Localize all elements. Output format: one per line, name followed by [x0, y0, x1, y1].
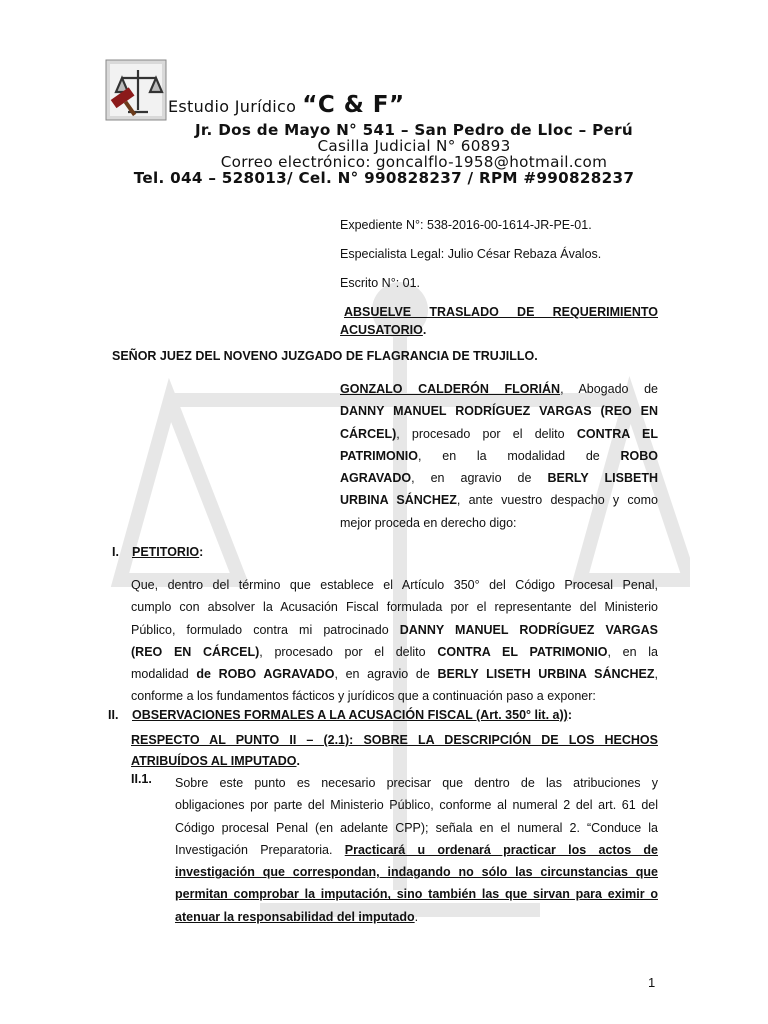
paragraph-line: investigación que correspondan, indagando no sólo las circunstancias que — [175, 865, 658, 880]
section-heading: PETITORIO — [132, 545, 200, 559]
subsection-heading — [131, 730, 658, 772]
title-dot: . — [422, 323, 427, 337]
section-colon: : — [199, 545, 204, 559]
title-line-2: ACUSATORIO — [340, 323, 423, 337]
intro-bold: BERLY LISBETH — [547, 471, 658, 486]
intro-text: , en agravio de — [411, 471, 548, 486]
paragraph-line: Sobre este punto es necesario precisar que dentro de las atribuciones y — [175, 776, 658, 790]
intro-bold: AGRAVADO — [340, 471, 412, 486]
paragraph-text: Público, formulado contra mi patrocinado — [131, 622, 400, 637]
defendant-name: DANNY MANUEL RODRÍGUEZ VARGAS (REO EN — [340, 404, 658, 419]
paragraph-text: modalidad — [131, 667, 197, 682]
item-number: II.1. — [131, 772, 152, 786]
scales-logo — [104, 58, 168, 122]
paragraph-bold: de ROBO AGRAVADO — [196, 667, 335, 682]
firm-address: Jr. Dos de Mayo N° 541 – San Pedro de Lloc – Perú — [194, 121, 634, 139]
lawyer-name: GONZALO CALDERÓN FLORIÁN — [340, 382, 561, 396]
paragraph-text: , procesado por el delito — [259, 644, 438, 659]
intro-text: , Abogado de — [560, 382, 658, 396]
paragraph-text: , en agravio de — [334, 667, 438, 682]
intro-text: , ante vuestro despacho y como — [456, 493, 659, 508]
document-title — [340, 303, 658, 339]
title-line-1: ABSUELVE TRASLADO DE REQUERIMIENTO — [344, 305, 658, 319]
section-petitorio-heading — [112, 545, 203, 559]
item-paragraph — [175, 772, 658, 928]
case-escrito: Escrito N°: 01. — [340, 276, 421, 290]
case-expediente: Expediente N°: 538-2016-00-1614-JR-PE-01. — [340, 218, 592, 232]
intro-text: , procesado por el delito — [396, 426, 577, 441]
firm-casilla: Casilla Judicial N° 60893 — [317, 137, 511, 155]
section-number: I. — [112, 545, 119, 559]
firm-name: “C & F” — [302, 92, 405, 118]
paragraph-line: conforme a los fundamentos fácticos y jurídicos que a continuación paso a exponer: — [131, 689, 596, 704]
paragraph-bold: DANNY MANUEL RODRÍGUEZ VARGAS — [399, 622, 658, 637]
paragraph-text: , — [654, 667, 659, 682]
paragraph-line: cumplo con absolver la Acusación Fiscal formulada por el representante del Ministerio — [131, 600, 658, 615]
paragraph-bold: BERLY LISETH URBINA SÁNCHEZ — [437, 667, 655, 682]
intro-bold: URBINA SÁNCHEZ — [340, 493, 457, 508]
section-colon: : — [567, 708, 572, 722]
subsection-line: RESPECTO AL PUNTO II – (2.1): SOBRE LA DESCRIPCIÓN DE LOS HECHOS — [131, 733, 658, 747]
paragraph-bold: CONTRA EL PATRIMONIO — [437, 644, 608, 659]
intro-bold: PATRIMONIO — [340, 448, 419, 463]
firm-phones: Tel. 044 – 528013/ Cel. N° 990828237 / RPM #990828237 — [133, 169, 635, 187]
section-observaciones-heading — [108, 708, 572, 722]
addressee: SEÑOR JUEZ DEL NOVENO JUZGADO DE FLAGRANCIA DE TRUJILLO. — [112, 349, 538, 363]
paragraph-line: obligaciones por parte del Ministerio Público, conforme al numeral 2 del art. 61 del — [175, 798, 658, 813]
paragraph-line: Que, dentro del término que establece el Artículo 350° del Código Procesal Penal, — [131, 578, 658, 592]
section-heading: OBSERVACIONES FORMALES A LA ACUSACIÓN FISCAL (Art. 350° lit. a)) — [132, 708, 568, 722]
firm-email: Correo electrónico: goncalflo-1958@hotmail.com — [220, 153, 608, 171]
case-especialista: Especialista Legal: Julio César Rebaza Ávalos. — [340, 247, 602, 261]
intro-text: , en la modalidad de — [418, 448, 621, 463]
paragraph-text: . — [414, 909, 419, 924]
firm-name-line — [168, 92, 405, 118]
intro-text: mejor proceda en derecho digo: — [340, 515, 517, 530]
petitorio-paragraph — [131, 574, 658, 708]
paragraph-bold: atenuar la responsabilidad del imputado — [175, 909, 415, 924]
subsection-dot: . — [296, 754, 300, 768]
intro-bold: CONTRA EL — [576, 426, 658, 441]
paragraph-text: , en la — [607, 644, 658, 659]
intro-paragraph — [340, 378, 658, 534]
page-number: 1 — [648, 975, 656, 990]
subsection-line: ATRIBUÍDOS AL IMPUTADO — [131, 754, 297, 768]
paragraph-bold: Practicará u ordenará practicar los actos de — [344, 842, 658, 857]
section-number: II. — [108, 708, 119, 722]
paragraph-text: Investigación Preparatoria. — [175, 842, 345, 857]
intro-bold: CÁRCEL) — [340, 426, 397, 441]
paragraph-bold: (REO EN CÁRCEL) — [131, 644, 260, 659]
paragraph-line: permitan comprobar la imputación, sino también las que sirvan para eximir o — [175, 887, 658, 902]
paragraph-line: Código procesal Penal (en adelante CPP); señala en el numeral 2. “Conduce la — [175, 820, 658, 835]
intro-bold: ROBO — [620, 448, 658, 463]
firm-label: Estudio Jurídico — [168, 97, 297, 116]
